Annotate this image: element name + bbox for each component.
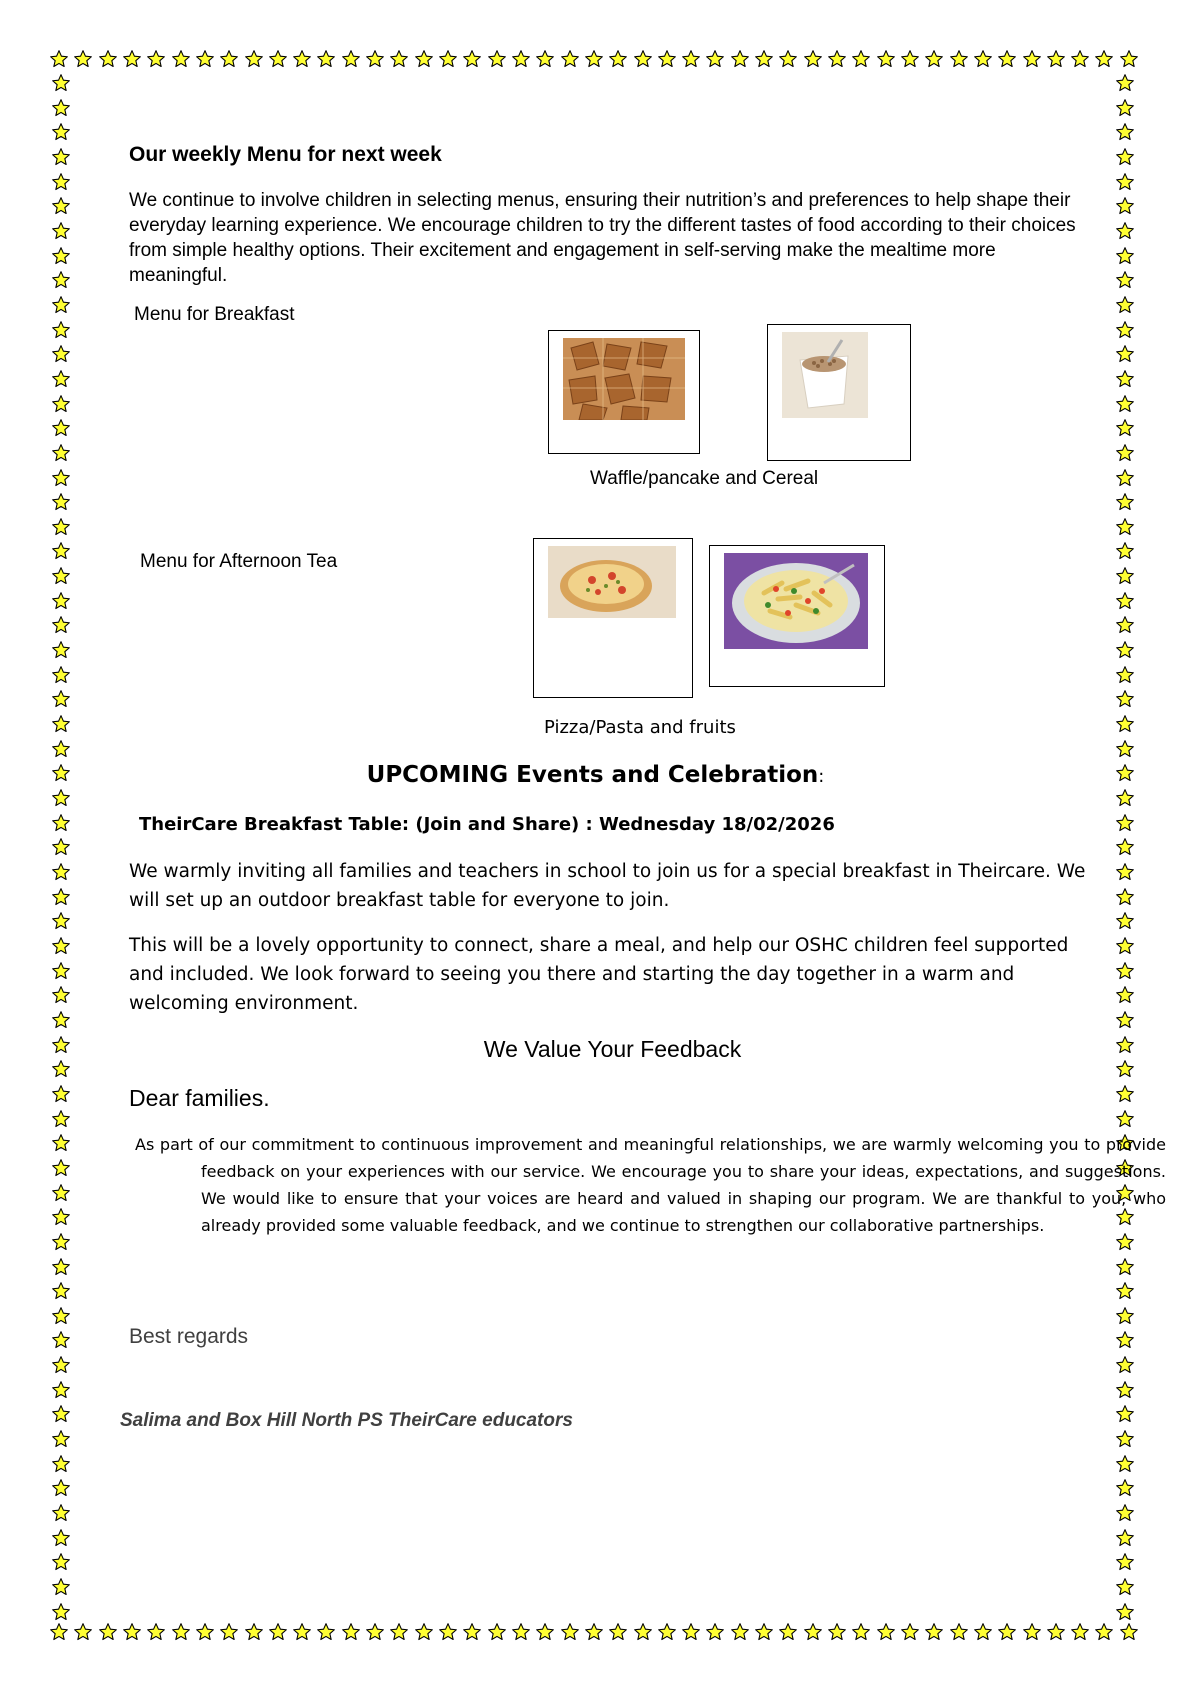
star-icon	[1115, 394, 1135, 414]
star-icon	[730, 49, 750, 69]
events-paragraph-1: We warmly inviting all families and teachers in school to join us for a special breakfast in Theircare. We will set up an outdoor breakfast table for everyone to join.	[129, 861, 1086, 911]
star-icon	[51, 813, 71, 833]
star-icon	[51, 615, 71, 635]
star-icon	[51, 1380, 71, 1400]
star-icon	[51, 73, 71, 93]
star-icon	[1115, 985, 1135, 1005]
star-icon	[1115, 1404, 1135, 1424]
waffle-image	[563, 338, 685, 420]
star-icon	[1115, 1528, 1135, 1548]
star-icon	[1115, 196, 1135, 216]
star-icon	[414, 1622, 434, 1642]
star-icon	[511, 49, 531, 69]
star-icon	[244, 49, 264, 69]
star-icon	[657, 1622, 677, 1642]
star-icon	[365, 49, 385, 69]
star-icon	[51, 566, 71, 586]
star-icon	[462, 1622, 482, 1642]
star-icon	[1115, 1602, 1135, 1622]
star-icon	[51, 665, 71, 685]
star-icon	[389, 1622, 409, 1642]
star-icon	[1115, 1306, 1135, 1326]
star-icon	[1094, 49, 1114, 69]
cereal-image	[782, 332, 868, 418]
star-icon	[51, 246, 71, 266]
star-icon	[51, 985, 71, 1005]
event-details: TheirCare Breakfast Table: (Join and Share) : Wednesday 18/02/2026	[139, 814, 835, 835]
star-icon	[1115, 887, 1135, 907]
star-icon	[1046, 49, 1066, 69]
star-icon	[1115, 492, 1135, 512]
star-icon	[195, 1622, 215, 1642]
star-icon	[657, 49, 677, 69]
star-icon	[1115, 246, 1135, 266]
star-icon	[487, 49, 507, 69]
star-icon	[438, 49, 458, 69]
star-icon	[51, 1010, 71, 1030]
star-icon	[51, 443, 71, 463]
star-icon	[1115, 541, 1135, 561]
star-icon	[51, 468, 71, 488]
star-icon	[51, 196, 71, 216]
star-icon	[122, 1622, 142, 1642]
star-icon	[51, 1281, 71, 1301]
star-icon	[1115, 468, 1135, 488]
star-icon	[51, 1330, 71, 1350]
feedback-body: As part of our commitment to continuous improvement and meaningful relationships, we are warmly welcoming you to provide feedback on your experiences with our service. We encourage you to share your ideas, expectations, and suggestions. We would like to ensure that your voices are heard and valued in shaping our program. We are thankful to you, who already provided some valuable feedback, and we continue to strengthen our collaborative partnerships.	[135, 1135, 1166, 1235]
star-icon	[268, 49, 288, 69]
star-icon	[51, 147, 71, 167]
star-icon	[778, 49, 798, 69]
star-icon	[414, 49, 434, 69]
star-icon	[462, 49, 482, 69]
star-icon	[51, 1257, 71, 1277]
star-icon	[1115, 1380, 1135, 1400]
star-icon	[900, 49, 920, 69]
star-icon	[51, 492, 71, 512]
star-icon	[827, 1622, 847, 1642]
star-icon	[51, 1207, 71, 1227]
star-icon	[1070, 1622, 1090, 1642]
star-icon	[51, 98, 71, 118]
waffle-photo-frame	[548, 330, 700, 454]
star-icon	[803, 49, 823, 69]
events-title-colon: :	[818, 766, 825, 787]
star-icon	[1115, 566, 1135, 586]
events-paragraph-2: This will be a lovely opportunity to connect, share a meal, and help our OSHC children feel supported and included. We look forward to seeing you there and starting the day together in a warm and welcoming environment.	[129, 935, 1069, 1014]
events-title	[0, 762, 1191, 788]
star-icon	[1115, 270, 1135, 290]
star-icon	[1115, 1478, 1135, 1498]
star-icon	[1115, 443, 1135, 463]
pizza-image	[548, 546, 676, 618]
events-title-text: UPCOMING Events and Celebration	[366, 762, 819, 788]
star-icon	[292, 1622, 312, 1642]
star-icon	[1115, 813, 1135, 833]
afternoon-tea-label: Menu for Afternoon Tea	[140, 551, 338, 572]
star-icon	[51, 689, 71, 709]
star-icon	[633, 1622, 653, 1642]
star-icon	[1115, 221, 1135, 241]
star-icon	[535, 49, 555, 69]
star-icon	[560, 1622, 580, 1642]
star-icon	[98, 1622, 118, 1642]
star-icon	[51, 739, 71, 759]
star-icon	[51, 1478, 71, 1498]
star-icon	[73, 49, 93, 69]
afternoon-tea-caption: Pizza/Pasta and fruits	[544, 717, 736, 738]
star-icon	[1115, 689, 1135, 709]
star-icon	[51, 1183, 71, 1203]
star-icon	[51, 270, 71, 290]
star-icon	[171, 49, 191, 69]
star-icon	[1022, 1622, 1042, 1642]
star-icon	[705, 49, 725, 69]
star-icon	[851, 1622, 871, 1642]
star-icon	[730, 1622, 750, 1642]
star-icon	[51, 1454, 71, 1474]
star-icon	[51, 1133, 71, 1153]
star-icon	[1046, 1622, 1066, 1642]
star-icon	[51, 1109, 71, 1129]
star-icon	[51, 1602, 71, 1622]
star-icon	[876, 1622, 896, 1642]
star-icon	[949, 49, 969, 69]
star-icon	[900, 1622, 920, 1642]
star-icon	[1115, 788, 1135, 808]
star-border-top	[49, 49, 1139, 73]
breakfast-caption: Waffle/pancake and Cereal	[590, 468, 819, 489]
star-icon	[1115, 1330, 1135, 1350]
star-icon	[608, 1622, 628, 1642]
star-icon	[535, 1622, 555, 1642]
star-icon	[51, 122, 71, 142]
star-icon	[389, 49, 409, 69]
star-icon	[219, 1622, 239, 1642]
star-icon	[997, 49, 1017, 69]
star-icon	[51, 788, 71, 808]
star-icon	[1115, 1109, 1135, 1129]
pizza-photo-frame	[533, 538, 693, 698]
star-icon	[1070, 49, 1090, 69]
star-icon	[171, 1622, 191, 1642]
pasta-image	[724, 553, 868, 649]
star-icon	[1115, 418, 1135, 438]
star-icon	[51, 961, 71, 981]
star-icon	[316, 49, 336, 69]
star-icon	[1115, 73, 1135, 93]
star-border-right	[1115, 73, 1139, 1622]
star-icon	[51, 1232, 71, 1252]
star-icon	[49, 49, 69, 69]
star-icon	[341, 1622, 361, 1642]
star-icon	[51, 517, 71, 537]
star-icon	[51, 1429, 71, 1449]
star-icon	[51, 172, 71, 192]
star-icon	[51, 1577, 71, 1597]
star-icon	[1119, 1622, 1139, 1642]
star-icon	[1115, 1281, 1135, 1301]
star-icon	[1115, 98, 1135, 118]
star-icon	[219, 49, 239, 69]
star-icon	[1115, 911, 1135, 931]
star-icon	[1115, 1454, 1135, 1474]
star-icon	[560, 49, 580, 69]
star-icon	[1115, 739, 1135, 759]
star-icon	[51, 640, 71, 660]
star-icon	[851, 49, 871, 69]
star-icon	[1094, 1622, 1114, 1642]
star-icon	[438, 1622, 458, 1642]
star-icon	[146, 49, 166, 69]
pasta-photo-frame	[709, 545, 885, 687]
star-icon	[1119, 49, 1139, 69]
star-icon	[584, 49, 604, 69]
star-icon	[341, 49, 361, 69]
closing-regards: Best regards	[129, 1325, 249, 1348]
star-icon	[681, 1622, 701, 1642]
star-icon	[51, 1404, 71, 1424]
star-icon	[1115, 591, 1135, 611]
star-icon	[1115, 665, 1135, 685]
star-icon	[1115, 1503, 1135, 1523]
star-icon	[1115, 369, 1135, 389]
star-icon	[633, 49, 653, 69]
star-icon	[1115, 147, 1135, 167]
star-icon	[51, 862, 71, 882]
star-icon	[1115, 615, 1135, 635]
breakfast-label: Menu for Breakfast	[134, 304, 295, 325]
star-icon	[1115, 640, 1135, 660]
star-icon	[51, 714, 71, 734]
star-icon	[1115, 1257, 1135, 1277]
star-icon	[51, 936, 71, 956]
star-icon	[51, 1084, 71, 1104]
star-icon	[73, 1622, 93, 1642]
star-icon	[51, 1355, 71, 1375]
star-icon	[1115, 320, 1135, 340]
star-icon	[51, 418, 71, 438]
star-icon	[1115, 1084, 1135, 1104]
closing-signature: Salima and Box Hill North PS TheirCare educators	[120, 1410, 573, 1431]
star-icon	[51, 344, 71, 364]
star-icon	[268, 1622, 288, 1642]
star-icon	[195, 49, 215, 69]
star-icon	[49, 1622, 69, 1642]
star-icon	[244, 1622, 264, 1642]
star-icon	[51, 1552, 71, 1572]
star-icon	[705, 1622, 725, 1642]
star-icon	[98, 49, 118, 69]
star-icon	[51, 369, 71, 389]
star-icon	[1022, 49, 1042, 69]
star-icon	[754, 49, 774, 69]
star-icon	[1115, 837, 1135, 857]
star-icon	[487, 1622, 507, 1642]
star-border-left	[51, 73, 75, 1622]
star-icon	[51, 1503, 71, 1523]
star-icon	[1115, 344, 1135, 364]
star-icon	[827, 49, 847, 69]
star-icon	[608, 49, 628, 69]
menu-heading: Our weekly Menu for next week	[129, 143, 442, 166]
star-icon	[778, 1622, 798, 1642]
star-icon	[51, 1306, 71, 1326]
star-icon	[1115, 172, 1135, 192]
star-icon	[316, 1622, 336, 1642]
star-icon	[51, 295, 71, 315]
star-icon	[511, 1622, 531, 1642]
star-icon	[51, 541, 71, 561]
star-icon	[997, 1622, 1017, 1642]
star-icon	[1115, 1429, 1135, 1449]
star-icon	[51, 591, 71, 611]
star-icon	[1115, 862, 1135, 882]
star-icon	[1115, 961, 1135, 981]
star-icon	[924, 1622, 944, 1642]
star-icon	[1115, 1552, 1135, 1572]
star-icon	[51, 837, 71, 857]
star-icon	[949, 1622, 969, 1642]
menu-intro: We continue to involve children in selecting menus, ensuring their nutrition’s and preferences to help shape their everyday learning experience. We encourage children to try the different tastes of food according to their choices from simple healthy options. Their excitement and engagement in self-serving make the mealtime more meaningful.	[129, 190, 1076, 286]
star-icon	[1115, 714, 1135, 734]
star-icon	[754, 1622, 774, 1642]
feedback-greeting: Dear families.	[129, 1085, 270, 1111]
star-icon	[51, 1528, 71, 1548]
feedback-title: We Value Your Feedback	[483, 1036, 742, 1062]
star-icon	[146, 1622, 166, 1642]
cereal-photo-frame	[767, 324, 911, 461]
star-icon	[51, 887, 71, 907]
star-icon	[1115, 295, 1135, 315]
star-icon	[584, 1622, 604, 1642]
star-icon	[973, 49, 993, 69]
star-icon	[1115, 1010, 1135, 1030]
star-icon	[51, 320, 71, 340]
star-icon	[1115, 1577, 1135, 1597]
star-icon	[1115, 517, 1135, 537]
star-icon	[292, 49, 312, 69]
star-icon	[1115, 936, 1135, 956]
star-icon	[973, 1622, 993, 1642]
star-icon	[1115, 1355, 1135, 1375]
star-icon	[51, 1158, 71, 1178]
star-icon	[51, 221, 71, 241]
star-icon	[924, 49, 944, 69]
star-icon	[122, 49, 142, 69]
star-icon	[876, 49, 896, 69]
star-icon	[365, 1622, 385, 1642]
star-border-bottom	[49, 1622, 1139, 1646]
star-icon	[803, 1622, 823, 1642]
star-icon	[51, 911, 71, 931]
star-icon	[1115, 122, 1135, 142]
star-icon	[681, 49, 701, 69]
star-icon	[51, 394, 71, 414]
